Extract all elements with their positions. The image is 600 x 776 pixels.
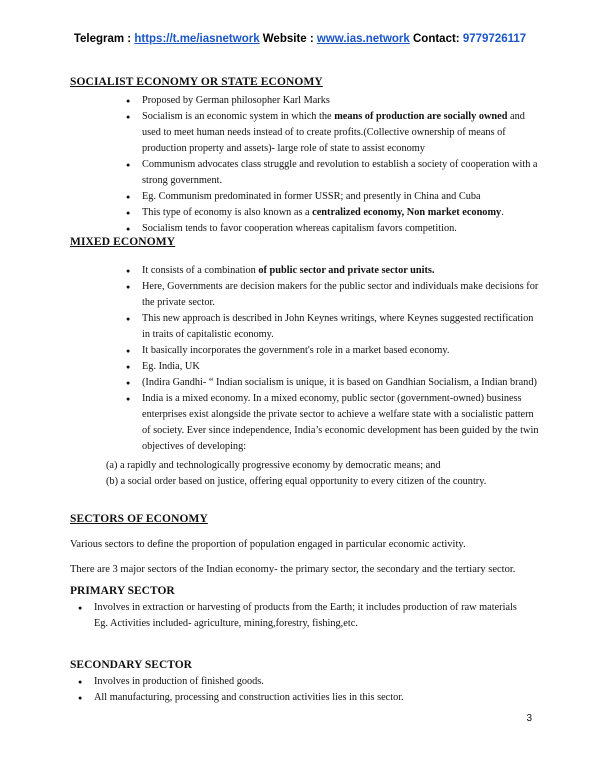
- list-item: ● This type of economy is also known as a centralized economy, Non market economy.: [124, 205, 540, 221]
- socialist-list: [124, 93, 540, 237]
- website-label: Website :: [259, 33, 317, 45]
- list-item: ● This new approach is described in John Keynes writings, where Keynes suggested rectification in traits of capitalistic economy.: [124, 311, 540, 343]
- mixed-heading: MIXED ECONOMY: [70, 236, 176, 248]
- list-item: ● Socialism tends to favor cooperation whereas capitalism favors competition.: [124, 221, 540, 237]
- telegram-label: Telegram: [73, 33, 125, 45]
- list-item: ● It basically incorporates the government's role in a market based economy.: [124, 343, 540, 359]
- primary-sector-heading: PRIMARY SECTOR: [70, 585, 175, 597]
- telegram-link[interactable]: https://t.me/iasnetwork: [134, 33, 260, 45]
- list-item: ● Socialism is an economic system in which the means of production are socially owned and used to meet human needs instead of to create profits.(Collective ownership of means of production property and assets)- large role of state to assist economy: [124, 109, 540, 157]
- list-item: ● Proposed by German philosopher Karl Marks: [124, 93, 540, 109]
- list-item: ● (Indira Gandhi- “ Indian socialism is unique, it is based on Gandhian Socialism, a Indian brand): [124, 375, 540, 391]
- list-item: ● India is a mixed economy. In a mixed economy, public sector (government-owned) business enterprises exist alongside the private sector to achieve a welfare state with a socialistic pattern of society. Ever since independence, India’s economic development has been guided by the twin objectives of developing:: [124, 391, 540, 455]
- socialist-heading: SOCIALIST ECONOMY OR STATE ECONOMY: [70, 76, 323, 88]
- header-separator: :: [124, 33, 135, 45]
- mixed-list: [124, 263, 540, 455]
- secondary-list: [70, 674, 540, 706]
- list-item: ● All manufacturing, processing and construction activities lies in this sector.: [70, 690, 540, 706]
- contact-phone: 9779726117: [462, 33, 527, 45]
- contact-label: Contact:: [409, 33, 463, 45]
- page-number: 3: [526, 713, 532, 724]
- list-item: ● Here, Governments are decision makers for the public sector and individuals make decisions for the private sector.: [124, 279, 540, 311]
- objective-b: (b) a social order based on justice, offering equal opportunity to every citizen of the country.: [106, 476, 487, 487]
- secondary-sector-heading: SECONDARY SECTOR: [70, 659, 192, 671]
- primary-example: Eg. Activities included- agriculture, mining,forestry, fishing,etc.: [94, 618, 358, 629]
- primary-list: [70, 600, 540, 632]
- list-item: ● Communism advocates class struggle and revolution to establish a society of cooperation with a strong government.: [124, 157, 540, 189]
- list-item: ● Involves in production of finished goods.: [70, 674, 540, 690]
- website-link[interactable]: www.ias.network: [316, 33, 410, 45]
- objective-a: (a) a rapidly and technologically progressive economy by democratic means; and: [106, 460, 441, 471]
- list-item: ● Eg. Communism predominated in former USSR; and presently in China and Cuba: [124, 189, 540, 205]
- list-item: ● Involves in extraction or harvesting of products from the Earth; it includes production of raw materials Eg. Activities included- agriculture, mining,forestry, fishing,etc.: [70, 600, 540, 632]
- sectors-heading: SECTORS OF ECONOMY: [70, 513, 208, 525]
- sectors-intro: Various sectors to define the proportion of population engaged in particular economic activity.: [70, 539, 466, 550]
- page-header: [0, 33, 600, 45]
- list-item: ● Eg. India, UK: [124, 359, 540, 375]
- list-item: ● It consists of a combination of public sector and private sector units.: [124, 263, 540, 279]
- sectors-count: There are 3 major sectors of the Indian economy- the primary sector, the secondary and the tertiary sector.: [70, 564, 516, 575]
